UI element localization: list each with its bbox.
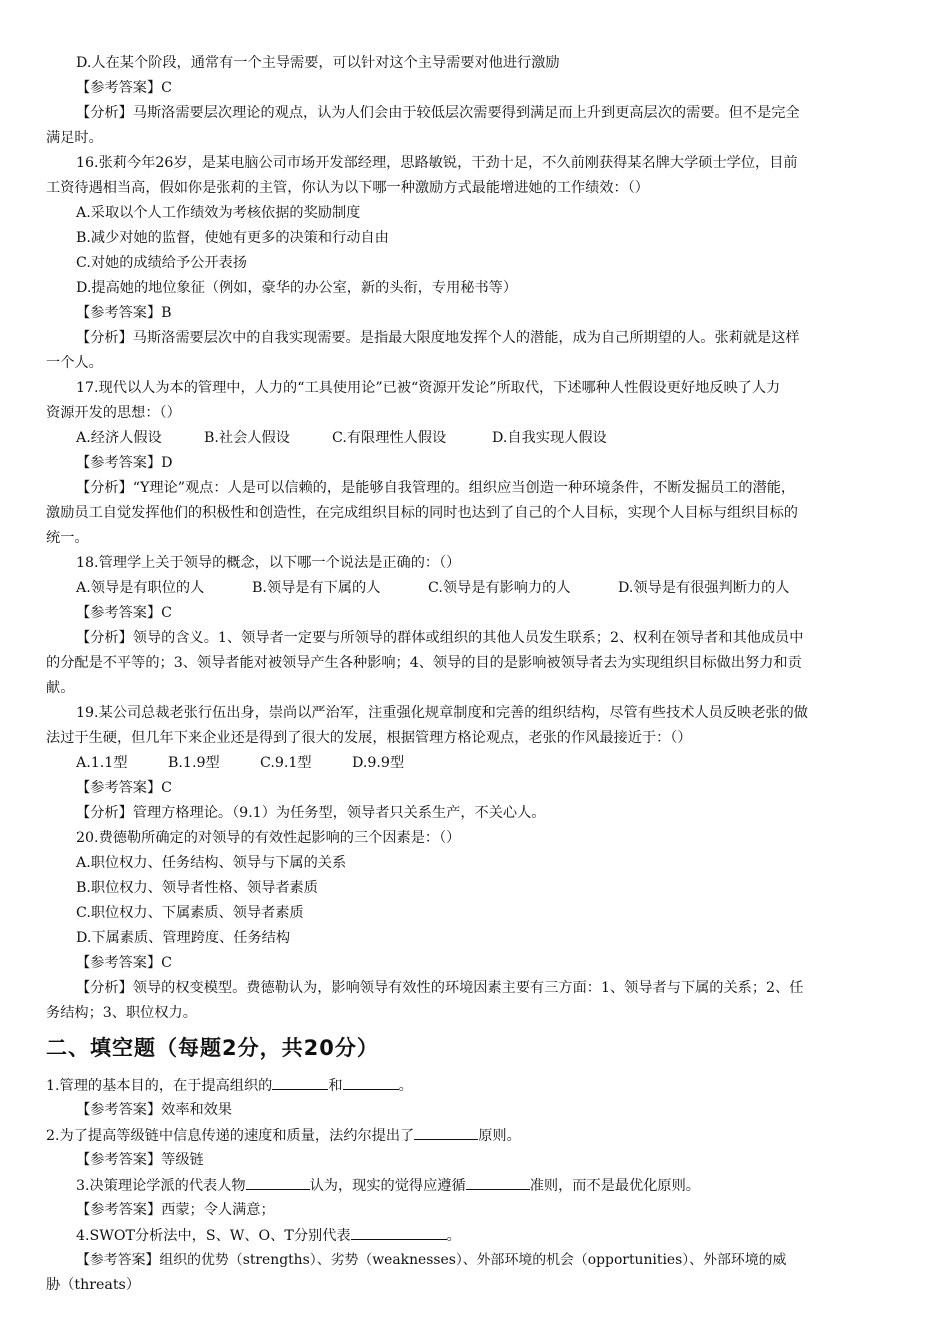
text-line: 满足时。 bbox=[46, 130, 103, 146]
text-line: 【分析】领导的权变模型。费德勒认为，影响领导有效性的环境因素主要有三方面：1、领导者与下属的关系；2、任 bbox=[76, 980, 804, 996]
text-line: 【分析】管理方格理论。（9.1）为任务型，领导者只关系生产，不关心人。 bbox=[76, 805, 546, 821]
text-line: 【参考答案】C bbox=[76, 780, 172, 796]
text-line: C.对她的成绩给予公开表扬 bbox=[76, 255, 247, 271]
q17-options bbox=[76, 428, 607, 450]
q1-answer: 【参考答案】效率和效果 bbox=[76, 1102, 233, 1118]
text-line: B.职位权力、领导者性格、领导者素质 bbox=[76, 880, 318, 896]
q4-blank bbox=[351, 1225, 447, 1240]
q18-options bbox=[76, 578, 789, 600]
text-line: D.提高她的地位象征（例如，豪华的办公室，新的头衔，专用秘书等） bbox=[76, 280, 518, 296]
fill-question-4 bbox=[76, 1225, 461, 1247]
q17-option-b: B.社会人假设 bbox=[204, 430, 290, 446]
q17-option-d: D.自我实现人假设 bbox=[492, 430, 607, 446]
text-line: 19.某公司总裁老张行伍出身，崇尚以严治军，注重强化规章制度和完善的组织结构，尽管有些技术人员反映老张的做 bbox=[76, 705, 808, 721]
q3-prefix: 3.决策理论学派的代表人物 bbox=[76, 1178, 246, 1194]
q18-option-c: C.领导是有影响力的人 bbox=[428, 580, 571, 596]
text-line: D.人在某个阶段，通常有一个主导需要，可以针对这个主导需要对他进行激励 bbox=[76, 55, 560, 71]
text-line: 工资待遇相当高，假如你是张莉的主管，你认为以下哪一种激励方式最能增进她的工作绩效：（） bbox=[46, 180, 649, 196]
text-line: C.职位权力、下属素质、领导者素质 bbox=[76, 905, 304, 921]
q4-answer-continued: 胁（threats） bbox=[46, 1277, 141, 1293]
section-heading: 二、填空题（每题2分，共20分） bbox=[46, 1036, 379, 1060]
text-line: 17.现代以人为本的管理中，人力的“工具使用论”已被“资源开发论”所取代，下述哪种人性假设更好地反映了人力 bbox=[76, 380, 781, 396]
text-line: 【参考答案】B bbox=[76, 305, 172, 321]
fill-question-3 bbox=[76, 1175, 700, 1197]
q3-mid: 认为，现实的觉得应遵循 bbox=[309, 1178, 466, 1194]
q2-prefix: 2.为了提高等级链中信息传递的速度和质量，法约尔提出了 bbox=[46, 1128, 415, 1144]
text-line: A.职位权力、任务结构、领导与下属的关系 bbox=[76, 855, 347, 871]
q1-blank-2 bbox=[343, 1075, 399, 1090]
q3-answer: 【参考答案】西蒙；令人满意； bbox=[76, 1202, 275, 1218]
q19-options bbox=[76, 753, 404, 775]
q17-option-a: A.经济人假设 bbox=[76, 430, 162, 446]
q4-prefix: 4.SWOT分析法中，S、W、O、T分别代表 bbox=[76, 1228, 351, 1244]
q19-option-a: A.1.1型 bbox=[76, 755, 128, 771]
text-line: 【参考答案】C bbox=[76, 80, 172, 96]
q19-option-c: C.9.1型 bbox=[260, 755, 312, 771]
q17-option-c: C.有限理性人假设 bbox=[332, 430, 447, 446]
q1-prefix: 1.管理的基本目的，在于提高组织的 bbox=[46, 1078, 273, 1094]
text-line: 【分析】马斯洛需要层次中的自我实现需要。是指最大限度地发挥个人的潜能，成为自己所期望的人。张莉就是这样 bbox=[76, 330, 800, 346]
q19-option-b: B.1.9型 bbox=[168, 755, 220, 771]
text-line: 【参考答案】C bbox=[76, 605, 172, 621]
text-line: D.下属素质、管理跨度、任务结构 bbox=[76, 930, 291, 946]
text-line: 【分析】“Y理论”观点：人是可以信赖的，是能够自我管理的。组织应当创造一种环境条件，不断发掘员工的潜能， bbox=[76, 480, 796, 496]
text-line: 【参考答案】D bbox=[76, 455, 173, 471]
text-line: 务结构；3、职位权力。 bbox=[46, 1005, 197, 1021]
fill-question-2 bbox=[46, 1125, 521, 1147]
text-line: 法过于生硬，但几年下来企业还是得到了很大的发展，根据管理方格论观点，老张的作风最接近于：（） bbox=[46, 730, 692, 746]
text-line: 资源开发的思想：（） bbox=[46, 405, 181, 421]
text-line: 激励员工自觉发挥他们的积极性和创造性，在完成组织目标的同时也达到了自己的个人目标，实现个人目标与组织目标的 bbox=[46, 505, 798, 521]
q4-answer: 【参考答案】组织的优势（strengths）、劣势（weaknesses）、外部环境的机会（opportunities）、外部环境的威 bbox=[76, 1252, 787, 1268]
text-line: 18.管理学上关于领导的概念，以下哪一个说法是正确的：（） bbox=[76, 555, 461, 571]
text-line: A.采取以个人工作绩效为考核依据的奖励制度 bbox=[76, 205, 361, 221]
q1-suffix: 。 bbox=[398, 1078, 413, 1094]
text-line: 统一。 bbox=[46, 530, 89, 546]
q2-blank bbox=[414, 1125, 478, 1140]
text-line: 的分配是不平等的；3、领导者能对被领导产生各种影响；4、领导的目的是影响被领导者去为实现组织目标做出努力和贡 bbox=[46, 655, 802, 671]
q4-suffix: 。 bbox=[446, 1228, 461, 1244]
q2-suffix: 原则。 bbox=[478, 1128, 521, 1144]
text-line: 【参考答案】C bbox=[76, 955, 172, 971]
text-line: 16.张莉今年26岁，是某电脑公司市场开发部经理，思路敏锐，干劲十足，不久前刚获得某名牌大学硕士学位，目前 bbox=[76, 155, 798, 171]
text-line: 献。 bbox=[46, 680, 75, 696]
q1-mid: 和 bbox=[328, 1078, 343, 1094]
q18-option-d: D.领导是有很强判断力的人 bbox=[618, 580, 790, 596]
q3-suffix: 准则，而不是最优化原则。 bbox=[529, 1178, 700, 1194]
text-line: 20.费德勒所确定的对领导的有效性起影响的三个因素是：（） bbox=[76, 830, 461, 846]
fill-question-1 bbox=[46, 1075, 413, 1097]
q18-option-a: A.领导是有职位的人 bbox=[76, 580, 205, 596]
text-line: B.减少对她的监督，使她有更多的决策和行动自由 bbox=[76, 230, 389, 246]
text-line: 一个人。 bbox=[46, 355, 103, 371]
q19-option-d: D.9.9型 bbox=[352, 755, 405, 771]
q1-blank-1 bbox=[272, 1075, 328, 1090]
q3-blank-2 bbox=[466, 1175, 530, 1190]
text-line: 【分析】领导的含义。1、领导者一定要与所领导的群体或组织的其他人员发生联系；2、权利在领导者和其他成员中 bbox=[76, 630, 804, 646]
q18-option-b: B.领导是有下属的人 bbox=[252, 580, 381, 596]
text-line: 【分析】马斯洛需要层次理论的观点，认为人们会由于较低层次需要得到满足而上升到更高层次的需要。但不是完全 bbox=[76, 105, 800, 121]
q3-blank-1 bbox=[246, 1175, 310, 1190]
q2-answer: 【参考答案】等级链 bbox=[76, 1152, 204, 1168]
